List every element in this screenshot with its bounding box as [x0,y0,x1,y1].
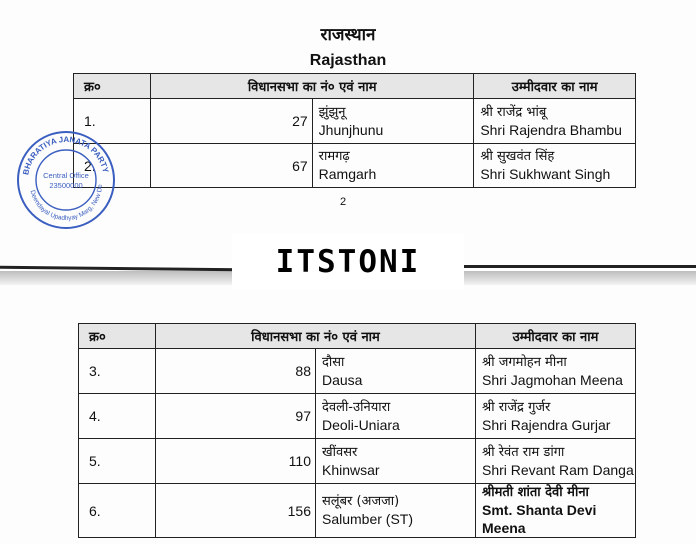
constituency-name-hindi: रामगढ़ [318,149,350,164]
candidate-name-english: Shri Rajendra Bhambu [480,121,622,138]
serial-cell: 1. [74,99,151,144]
document-page-top [0,0,696,265]
state-title-english: Rajasthan [309,52,387,69]
table-row [74,99,636,144]
col-header-candidate: उम्मीदवार का नाम [474,74,636,99]
table-row [79,394,636,439]
seal-address: Deendayal Upadhyay Marg, New De [28,184,105,223]
constituency-name-english: Salumber (ST) [322,511,414,527]
divider-line-right [456,265,696,268]
constituency-name-hindi: खींवसर [322,444,358,460]
candidate-name-hindi: श्री राजेंद्र गुर्जर [482,399,551,415]
seal-party-name: BHARATIYA JANATA PARTY [21,134,111,176]
serial-cell: 5. [79,439,156,484]
state-title-hindi: राजस्थान [320,25,376,45]
candidate-name-hindi: श्री सुखवंत सिंह [480,149,555,164]
candidate-name-english: Shri Jagmohan Meena [482,371,623,388]
constituency-name-hindi: झुंझुनू [318,104,346,120]
candidate-name-hindi: श्री रेवंत राम डांगा [482,444,565,460]
constituency-name-hindi: सलूंबर (अजजा) [322,494,400,509]
candidate-table-bottom [78,323,636,538]
col-header-constituency: विधानसभा का नं० एवं नाम [156,324,476,349]
constituency-name-english: Jhunjhunu [318,121,384,138]
constituency-number: 67 [151,144,313,188]
constituency-name-cell [312,144,474,188]
constituency-name-english: Deoli-Uniara [322,416,400,433]
constituency-name-hindi: देवली-उनियारा [322,399,391,415]
constituency-name-english: Ramgarh [318,166,377,182]
candidate-name-cell [476,484,636,538]
candidate-name-hindi: श्रीमती शांता देवी मीना [482,485,589,500]
table-header-row [79,324,636,349]
seal-inner-line1: Central Office [43,171,89,180]
candidate-name-cell [474,144,636,188]
document-page-bottom [0,285,696,544]
constituency-number: 110 [156,439,316,484]
candidate-name-english: Smt. Shanta Devi Meena [482,502,597,536]
col-header-serial: क्र० [79,324,156,349]
constituency-name-cell [316,349,476,394]
table-header-row [74,74,636,99]
candidate-name-hindi: श्री जगमोहन मीना [482,354,567,370]
constituency-name-cell [312,99,474,144]
col-header-serial: क्र० [74,74,151,99]
serial-cell: 6. [79,484,156,538]
table-row [74,144,636,188]
table-row [79,439,636,484]
candidate-name-cell [476,439,636,484]
watermark-label: ITSTONI [232,234,464,290]
serial-cell: 4. [79,394,156,439]
constituency-name-english: Dausa [322,371,363,388]
constituency-number: 97 [156,394,316,439]
constituency-name-english: Khinwsar [322,461,380,478]
candidate-name-hindi: श्री राजेंद्र भांबू [480,104,547,120]
constituency-name-cell [316,484,476,538]
party-seal-stamp [14,128,118,232]
candidate-name-cell [476,349,636,394]
seal-inner-line2: 23500000 [49,181,83,190]
serial-cell: 2. [74,144,151,188]
candidate-table-top [73,73,636,188]
page-number: 2 [340,196,347,208]
candidate-name-english: Shri Rajendra Gurjar [482,416,611,433]
constituency-name-cell [316,394,476,439]
constituency-number: 27 [151,99,313,144]
table-row [79,484,636,538]
col-header-candidate: उम्मीदवार का नाम [476,324,636,349]
table-row [79,349,636,394]
serial-cell: 3. [79,349,156,394]
constituency-number: 88 [156,349,316,394]
constituency-name-hindi: दौसा [322,354,345,370]
candidate-name-cell [474,99,636,144]
candidate-name-cell [476,394,636,439]
seal-inner-ring [36,150,96,210]
constituency-name-cell [316,439,476,484]
candidate-name-english: Shri Sukhwant Singh [480,166,611,182]
constituency-number: 156 [156,484,316,538]
col-header-constituency: विधानसभा का नं० एवं नाम [151,74,474,99]
seal-outer-ring [18,132,114,228]
candidate-name-english: Shri Revant Ram Danga [482,461,634,478]
